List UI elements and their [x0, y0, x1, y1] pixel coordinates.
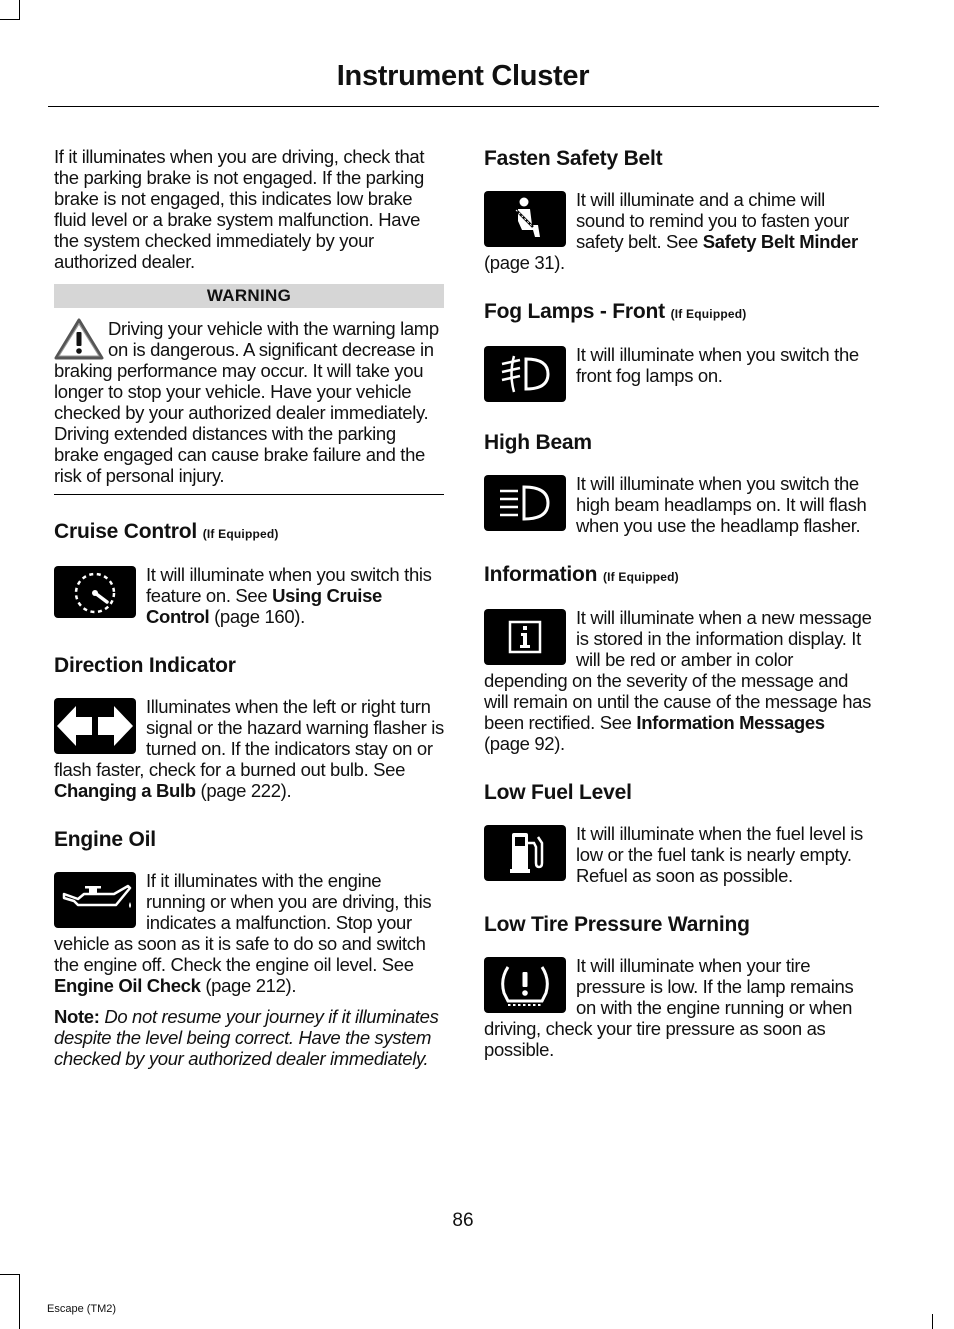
section-title: Fasten Safety Belt: [484, 147, 663, 170]
section-title: Engine Oil: [54, 828, 156, 851]
warning-text: Driving your vehicle with the warning lamp on is dangerous. A significant decrease in braking performance may occur. It will take you longer to stop your vehicle. Have your vehicle checked by your authorized dealer immediately. Driving extended distances with the parking brake engaged can cause brake failure and the risk of personal injury.: [54, 318, 439, 486]
section-title: Direction Indicator: [54, 654, 236, 677]
section-title: Low Tire Pressure Warning: [484, 913, 750, 936]
speedometer-icon: [54, 566, 136, 618]
note-paragraph: [54, 1006, 444, 1069]
section-title: Low Fuel Level: [484, 781, 632, 804]
cross-reference: Information Messages: [636, 712, 825, 733]
section-text: It will illuminate and a chime will sound to remind you to fasten your safety belt. See Safety Belt Minder (page 31).: [484, 189, 858, 273]
indicator-lamp: [54, 872, 136, 928]
section-text: It will illuminate when your tire pressure is low. If the lamp remains on with the engine running or when driving, check your tire pressure as soon as possible.: [484, 955, 854, 1060]
page-number: 86: [452, 1210, 474, 1231]
cross-reference: Safety Belt Minder: [702, 231, 858, 252]
section-text: It will illuminate when you switch the front fog lamps on.: [576, 344, 859, 386]
indicator-lamp: [484, 609, 566, 665]
intro-paragraph: If it illuminates when you are driving, check that the parking brake is not engaged. If the parking brake is not engaged, this indicates low brake fluid level or a brake system malfunction. Have the system checked immediately by your authorized dealer.: [54, 146, 425, 272]
if-equipped-label: (If Equipped): [670, 307, 747, 321]
footer-model: Escape (TM2): [47, 1303, 117, 1315]
crop-mark: [0, 1274, 20, 1275]
indicator-lamp: [484, 346, 566, 402]
high-beam-icon: [484, 475, 566, 531]
section-text: It will illuminate when the fuel level is low or the fuel tank is nearly empty. Refuel as soon as possible.: [576, 823, 863, 886]
if-equipped-label: (If Equipped): [602, 570, 679, 584]
information-icon: [484, 609, 566, 665]
indicator-lamp: [484, 191, 566, 247]
warning-box: [54, 318, 444, 495]
crop-mark: [0, 19, 20, 20]
section-low-fuel-level: [484, 780, 874, 886]
header-rule: [48, 106, 879, 107]
indicator-lamp: [484, 825, 566, 881]
note-label: Note:: [54, 1006, 100, 1027]
indicator-lamp: [484, 475, 566, 531]
section-text: Illuminates when the left or right turn signal or the hazard warning flasher is turned on. If the indicators stay on or flash faster, check for a burned out bulb. See Changing a Bulb (page 222).: [54, 696, 444, 801]
seatbelt-icon: [484, 191, 566, 247]
indicator-lamp: [484, 957, 566, 1013]
left-column: [54, 146, 444, 1069]
section-text: It will illuminate when you switch this feature on. See Using Cruise Control (page 160).: [146, 564, 432, 627]
section-title: Fog Lamps - Front (If Equipped): [484, 300, 747, 323]
page-title: Instrument Cluster: [336, 60, 590, 92]
section-title: High Beam: [484, 431, 592, 454]
section-information: [484, 562, 874, 754]
section-engine-oil: [54, 827, 444, 996]
section-title: Cruise Control (If Equipped): [54, 520, 279, 543]
section-fasten-safety-belt: [484, 146, 874, 273]
crop-mark: [19, 0, 20, 20]
cross-reference: Using Cruise Control: [146, 585, 382, 627]
oil-can-icon: [54, 872, 136, 928]
crop-mark: [19, 1274, 20, 1329]
section-text: It will illuminate when you switch the high beam headlamps on. It will flash when you use the headlamp flasher.: [576, 473, 867, 536]
cross-reference: Changing a Bulb: [54, 780, 196, 801]
section-low-tire-pressure: [484, 912, 874, 1060]
section-fog-lamps: [484, 299, 874, 404]
indicator-lamp: [54, 566, 136, 618]
crop-mark: [932, 1314, 933, 1329]
right-column: [484, 146, 874, 1086]
warning-triangle-icon: [54, 318, 104, 360]
cross-reference: Engine Oil Check: [54, 975, 201, 996]
section-text: It will illuminate when a new message is stored in the information display. It will be red or amber in color depending on the severity of the message and will remain on until the cause of the message has been rectified. See Information Messages (page 92).: [484, 607, 872, 754]
section-text: If it illuminates with the engine running or when you are driving, this indicates a malfunction. Stop your vehicle as soon as it is safe to do so and switch the engine off. Check the engine oil level. See Engine Oil Check (page 212).: [54, 870, 432, 996]
section-title: Information (If Equipped): [484, 563, 679, 586]
section-cruise-control: [54, 519, 444, 627]
section-high-beam: [484, 430, 874, 536]
fog-lamp-icon: [484, 346, 566, 402]
warning-heading: WARNING: [54, 284, 444, 308]
if-equipped-label: (If Equipped): [202, 527, 279, 541]
indicator-lamp: [54, 698, 136, 754]
fuel-pump-icon: [484, 825, 566, 881]
note-text: Do not resume your journey if it illuminates despite the level being correct. Have the system checked by your authorized dealer immediately.: [54, 1006, 439, 1069]
tire-pressure-icon: [484, 957, 566, 1013]
turn-arrows-icon: [54, 698, 136, 754]
section-direction-indicator: [54, 653, 444, 801]
